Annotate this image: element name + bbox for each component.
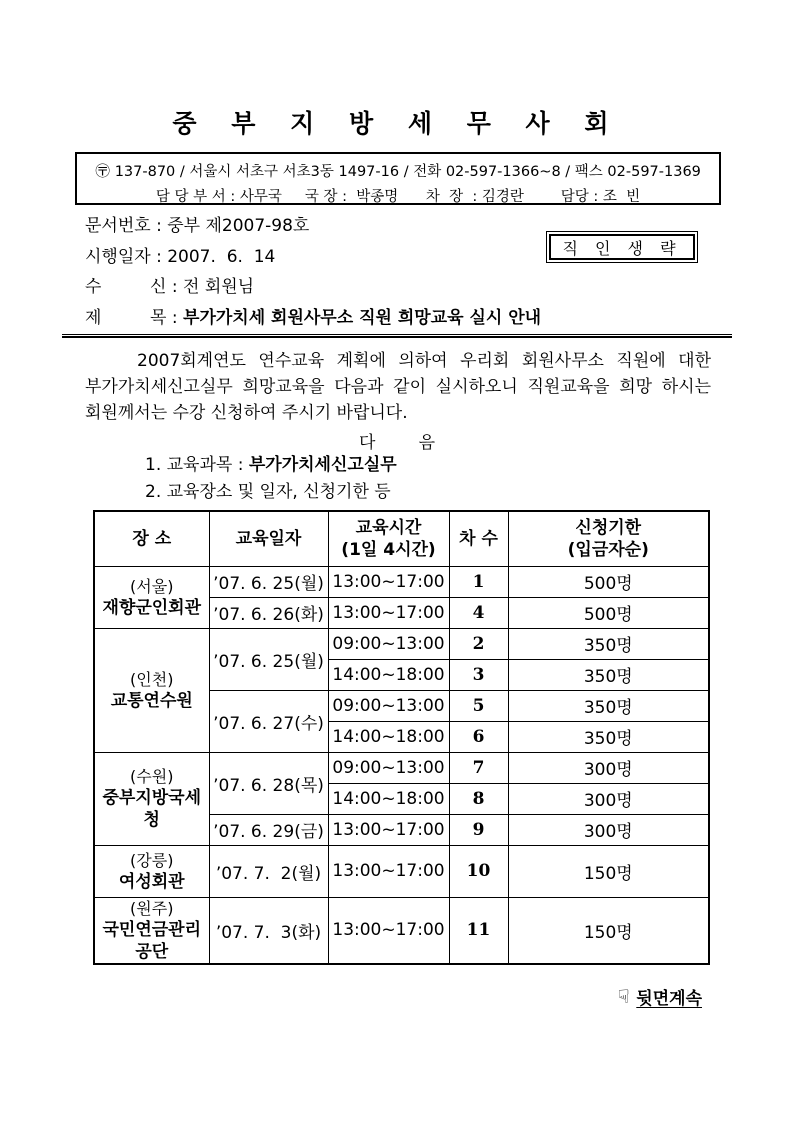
education-schedule-table <box>93 510 710 965</box>
time-cell: 13:00~17:00 <box>328 814 449 845</box>
body-line-1: 2007회계연도 연수교육 계획에 의하여 우리회 회원사무소 직원에 대한 <box>137 351 711 371</box>
date-cell: ’07. 6. 26(화) <box>209 597 328 628</box>
col-header-place: 장 소 <box>94 511 209 566</box>
quota-cell: 300명 <box>508 752 709 783</box>
col-header-time: 교육시간 (1일 4시간) <box>328 511 449 566</box>
col-header-quota: 신청기한 (입금자순) <box>508 511 709 566</box>
place-cell: (서울) 재향군인회관 <box>94 566 209 628</box>
recipient-value: 전 회원님 <box>183 277 255 297</box>
session-no-cell: 3 <box>449 659 508 690</box>
issue-date-label: 시행일자 : <box>85 246 168 267</box>
letterhead-address-text: 137-870 / 서울시 서초구 서초3동 1497-16 / 전화 02-597-1366~8 / 팩스 02-597-1369 <box>110 164 701 180</box>
session-no-cell: 6 <box>449 721 508 752</box>
session-no-cell: 8 <box>449 783 508 814</box>
list-item-1-prefix: 1. 교육과목 : <box>145 455 249 475</box>
quota-cell: 350명 <box>508 659 709 690</box>
letterhead-address-line <box>77 160 719 181</box>
quota-cell: 350명 <box>508 690 709 721</box>
doc-number-value: 중부 제2007-98호 <box>167 216 310 236</box>
subject-row <box>85 303 545 334</box>
letterhead-contact-box <box>75 152 721 205</box>
quota-cell: 500명 <box>508 566 709 597</box>
col-header-date: 교육일자 <box>209 511 328 566</box>
session-no-cell: 7 <box>449 752 508 783</box>
date-cell: ’07. 6. 28(목) <box>209 752 328 814</box>
date-cell: ’07. 6. 29(금) <box>209 814 328 845</box>
quota-cell: 150명 <box>508 845 709 897</box>
time-cell: 13:00~17:00 <box>328 566 449 597</box>
body-line-2: 부가가치세신고실무 희망교육을 다음과 같이 실시하오니 직원교육을 희망 하시는 <box>85 377 711 397</box>
time-cell: 09:00~13:00 <box>328 628 449 659</box>
time-cell: 13:00~17:00 <box>328 597 449 628</box>
place-cell: (인천) 교통연수원 <box>94 628 209 752</box>
recipient-row <box>85 272 545 303</box>
numbered-list <box>145 452 397 506</box>
subject-value: 부가가치세 회원사무소 직원 희망교육 실시 안내 <box>183 307 542 328</box>
continued-on-back-note <box>618 984 702 1009</box>
stamp-omitted-text: 직 인 생 략 <box>549 234 695 260</box>
table-row <box>94 566 709 597</box>
document-info-block <box>85 211 545 333</box>
table-row <box>94 628 709 659</box>
list-item-1-emphasis: 부가가치세신고실무 <box>248 455 397 475</box>
list-item-schedule <box>145 479 397 506</box>
session-no-cell: 1 <box>449 566 508 597</box>
list-item-subject <box>145 452 397 479</box>
issue-date-value: 2007. 6. 14 <box>167 246 276 267</box>
table-row <box>94 752 709 783</box>
quota-cell: 300명 <box>508 783 709 814</box>
body-line-3: 회원께서는 수강 신청하여 주시기 바랍니다. <box>85 403 408 423</box>
session-no-cell: 4 <box>449 597 508 628</box>
stamp-omitted-box <box>546 231 698 263</box>
quota-cell: 500명 <box>508 597 709 628</box>
subject-label: 제 목 : <box>85 307 184 328</box>
table-row <box>94 845 709 897</box>
letterhead-staff-line: 담 당 부 서 : 사무국 국 장 : 박종명 차 장 : 김경란 담당 : 조 빈 <box>155 189 641 205</box>
table-header-row <box>94 511 709 566</box>
doc-number-label: 문서번호 : <box>85 216 168 236</box>
date-cell: ’07. 6. 25(월) <box>209 628 328 690</box>
time-cell: 13:00~17:00 <box>328 845 449 897</box>
issue-date-row <box>85 242 545 273</box>
session-no-cell: 5 <box>449 690 508 721</box>
time-cell: 09:00~13:00 <box>328 690 449 721</box>
place-cell: (강릉) 여성회관 <box>94 845 209 897</box>
place-cell: (원주) 국민연금관리공단 <box>94 897 209 964</box>
date-cell: ’07. 6. 27(수) <box>209 690 328 752</box>
table-row <box>94 897 709 964</box>
quota-cell: 350명 <box>508 721 709 752</box>
time-cell: 09:00~13:00 <box>328 752 449 783</box>
recipient-label: 수 신 : <box>85 277 184 297</box>
time-cell: 14:00~18:00 <box>328 783 449 814</box>
session-no-cell: 10 <box>449 845 508 897</box>
time-cell: 14:00~18:00 <box>328 659 449 690</box>
session-no-cell: 2 <box>449 628 508 659</box>
date-cell: ’07. 7. 2(월) <box>209 845 328 897</box>
date-cell: ’07. 7. 3(화) <box>209 897 328 964</box>
quota-cell: 300명 <box>508 814 709 845</box>
session-no-cell: 11 <box>449 897 508 964</box>
body-paragraph <box>85 348 711 426</box>
place-cell: (수원) 중부지방국세청 <box>94 752 209 845</box>
session-no-cell: 9 <box>449 814 508 845</box>
list-item-2-prefix: 2. 교육장소 및 일자, 신청기한 등 <box>145 482 391 502</box>
pointing-hand-icon: ☟ <box>617 985 630 1008</box>
doc-number-row <box>85 211 545 242</box>
continued-on-back-label: 뒷면계속 <box>636 989 702 1009</box>
col-header-session-no: 차 수 <box>449 511 508 566</box>
time-cell: 13:00~17:00 <box>328 897 449 964</box>
organization-title: 중 부 지 방 세 무 사 회 <box>172 109 622 138</box>
quota-cell: 350명 <box>508 628 709 659</box>
date-cell: ’07. 6. 25(월) <box>209 566 328 597</box>
postal-mark-icon: 〶 <box>95 162 111 180</box>
daeum-heading: 다 음 <box>358 433 436 453</box>
separator-double-rule <box>62 334 732 338</box>
time-cell: 14:00~18:00 <box>328 721 449 752</box>
quota-cell: 150명 <box>508 897 709 964</box>
